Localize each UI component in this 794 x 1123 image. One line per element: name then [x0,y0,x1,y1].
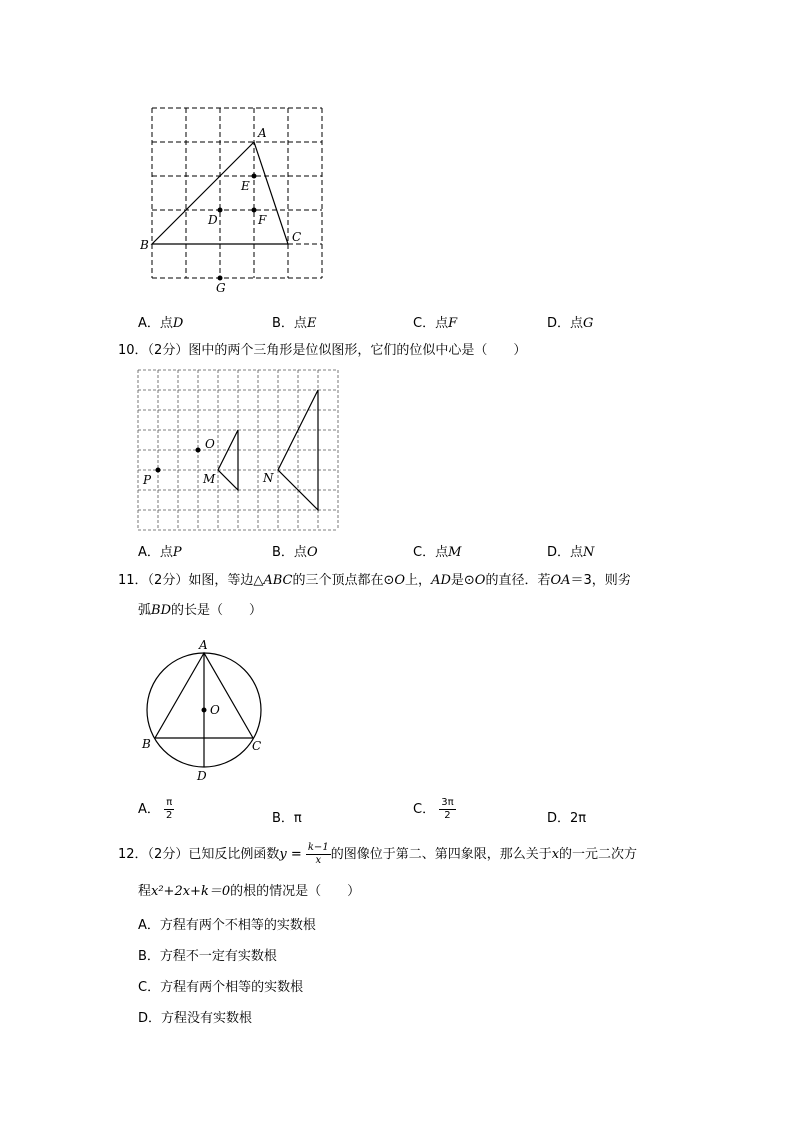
q11-line2-part2: 的长是（ ） [171,603,263,618]
q12-fraction-denominator: x [315,855,322,866]
q9-option-a-letter: A． [138,316,160,331]
q12-equation: x²+2x+k＝0 [151,884,231,899]
q10-small-triangle [218,430,238,490]
q10-option-b-letter: B． [272,545,294,560]
q9-point-g [218,276,223,281]
q12-option-b[interactable] [138,945,277,964]
q11-label-c: C [252,739,262,753]
q12-option-b-letter: B． [138,949,160,964]
q11-option-b[interactable] [272,807,302,826]
q11-option-a-fraction [164,797,174,822]
q11-option-d-letter: D． [547,811,571,826]
q12-option-c[interactable] [138,976,303,995]
q11-option-a[interactable] [138,797,174,822]
q12-fraction [306,842,331,867]
q10-option-c-text: 点 [435,545,449,560]
q10-label-m: M [203,472,216,486]
q9-option-a-var: D [172,316,184,331]
q9-label-a: A [258,126,267,140]
q11-option-c-denominator: 2 [444,810,451,821]
q10-option-b[interactable] [272,541,318,560]
q12-stem-line2 [138,883,360,901]
q12-var-y: y [279,847,287,862]
q9-label-c: C [292,230,302,244]
q12-stem-part1: 已知反比例函数 [188,847,280,862]
q9-option-b-var: E [306,316,317,331]
q10-option-b-var: O [306,545,318,560]
q9-label-d: D [208,213,218,227]
q11-var-bd: BD [151,603,171,618]
q11-stem-part5: 的直径．若 [485,573,551,588]
q12-option-a-text: 方程有两个不相等的实数根 [159,918,316,933]
q12-option-d-text: 方程没有实数根 [161,1011,253,1026]
q11-option-a-numerator: π [164,797,174,810]
q9-label-f: F [258,213,267,227]
q9-point-f [252,208,257,213]
q10-label-p: P [143,473,152,487]
q11-label-a: A [199,638,208,652]
q11-stem-part6: ＝3，则劣 [570,573,631,588]
q11-center-o [202,708,207,713]
q10-option-a[interactable] [138,541,182,560]
q12-stem-line1 [118,840,637,870]
q10-label-n: N [263,471,274,485]
q9-point-e [252,174,257,179]
q10-figure [136,368,340,532]
q11-line2-part1: 弧 [138,603,152,618]
q12-option-b-text: 方程不一定有实数根 [159,949,277,964]
q10-label-o: O [205,437,215,451]
q11-var-ad: AD [431,573,451,588]
q11-var-oa: OA [550,573,571,588]
q11-option-d[interactable] [547,807,586,826]
q11-label-o: O [210,703,220,717]
q9-option-b[interactable] [272,312,316,331]
q11-stem-part3: 上， [405,573,432,588]
q10-option-d-text: 点 [570,545,584,560]
q10-option-d-letter: D． [547,545,571,560]
q11-option-b-letter: B． [272,811,294,826]
q12-number: 12． [118,847,148,862]
q10-option-a-var: P [172,545,182,560]
q11-option-c-letter: C． [413,802,436,817]
q11-option-a-letter: A． [138,802,160,817]
q10-option-d[interactable] [547,541,594,560]
q12-equals: = [286,847,306,862]
q11-option-a-denominator: 2 [166,810,173,821]
q12-option-a-letter: A． [138,918,160,933]
q11-var-o1: O [394,573,406,588]
q11-option-c[interactable] [413,797,456,822]
q10-option-c-letter: C． [413,545,436,560]
q12-fraction-numerator: k−1 [307,842,329,853]
q12-option-a[interactable] [138,914,316,933]
q10-number: 10． [118,343,148,358]
q12-score: （2分） [147,847,189,862]
q9-option-d-text: 点 [570,316,584,331]
q10-point-p [156,468,161,473]
q12-option-c-letter: C． [138,980,161,995]
q10-option-c-var: M [448,545,462,560]
q10-stem-text: 图中的两个三角形是位似图形，它们的位似中心是（ ） [188,343,527,358]
q9-label-g: G [216,281,226,295]
q11-var-abc: ABC [263,573,293,588]
q9-option-d-letter: D． [547,316,571,331]
q10-option-c[interactable] [413,541,461,560]
q11-option-d-text: 2π [570,811,587,826]
q11-stem-line2 [138,602,262,620]
q9-option-c[interactable] [413,312,457,331]
q9-option-c-letter: C． [413,316,436,331]
q12-line2-part1: 程 [138,884,152,899]
q11-number: 11． [118,573,148,588]
q9-option-a-text: 点 [159,316,173,331]
q11-stem-part1: 如图，等边△ [188,573,264,588]
q12-stem-part2: 的图像位于第二、第四象限，那么关于 [330,847,552,862]
q9-point-d [218,208,223,213]
q9-option-d-var: G [583,316,594,331]
q11-option-c-numerator: 3π [441,797,454,808]
q9-label-e: E [241,179,250,193]
q10-point-o [196,448,201,453]
q11-label-d: D [197,769,207,783]
q10-option-d-var: N [583,545,595,560]
q11-stem-line1 [118,572,631,590]
q11-score: （2分） [147,573,189,588]
q12-var-x: x [551,847,560,862]
q10-stem [118,342,526,360]
q11-stem-part4: 是⊙ [450,573,475,588]
q11-var-o2: O [474,573,486,588]
q12-option-c-text: 方程有两个相等的实数根 [160,980,304,995]
q9-figure [140,100,340,300]
q10-score: （2分） [147,343,189,358]
q9-option-b-text: 点 [293,316,307,331]
q9-grid [152,108,322,278]
q10-option-a-text: 点 [159,545,173,560]
q11-option-c-fraction [439,797,455,822]
q12-option-d[interactable] [138,1007,252,1026]
q9-label-b: B [140,238,149,252]
q9-option-c-text: 点 [435,316,449,331]
q12-stem-part3: 的一元二次方 [559,847,638,862]
q11-figure [136,634,272,784]
q9-option-b-letter: B． [272,316,294,331]
q9-option-d[interactable] [547,312,593,331]
q10-option-b-text: 点 [293,545,307,560]
q11-stem-part2: 的三个顶点都在⊙ [292,573,395,588]
q10-option-a-letter: A． [138,545,160,560]
q11-label-b: B [142,737,151,751]
q9-option-a[interactable] [138,312,183,331]
q11-option-b-text: π [293,811,302,826]
q12-option-d-letter: D． [138,1011,162,1026]
q9-option-c-var: F [448,316,458,331]
q12-line2-part2: 的根的情况是（ ） [230,884,361,899]
